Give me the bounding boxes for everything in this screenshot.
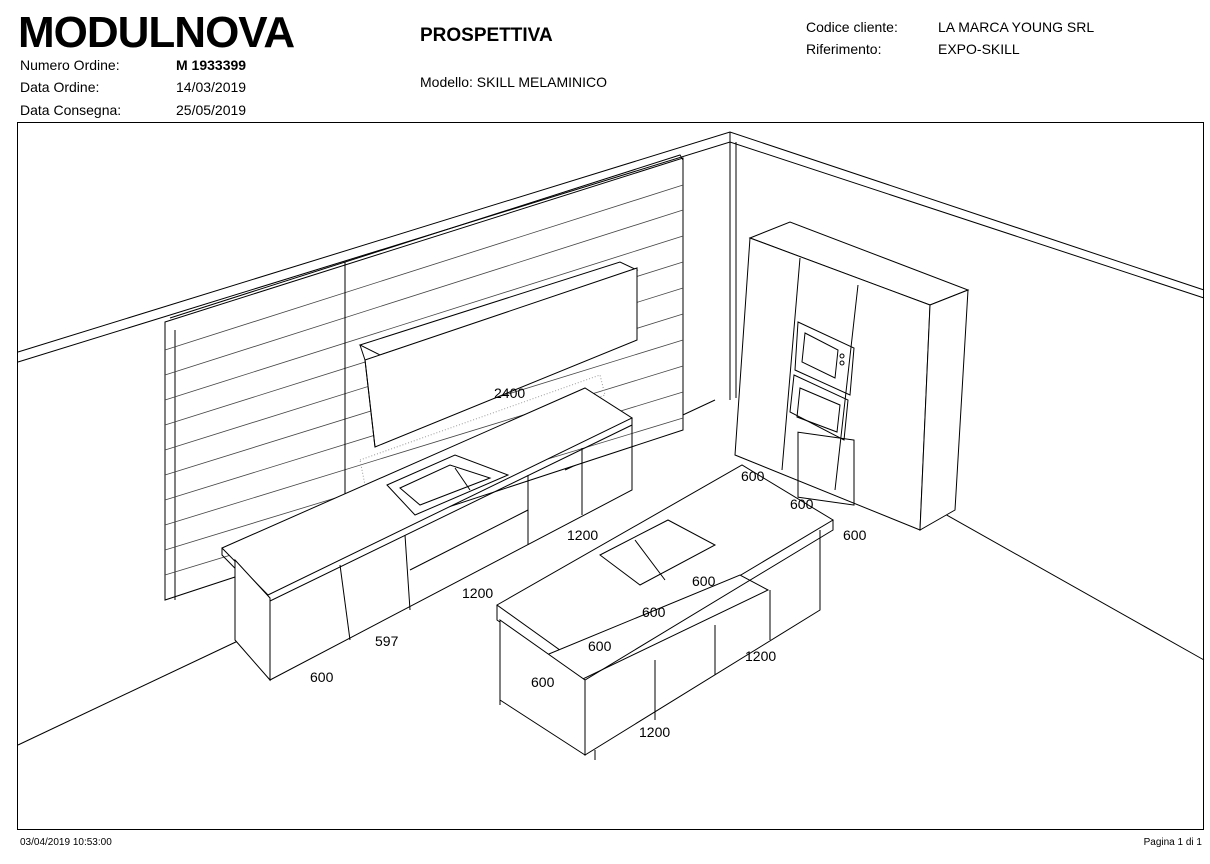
dim-label: 600 (310, 669, 334, 685)
dim-label: 600 (531, 674, 555, 690)
order-number-label: Numero Ordine: (20, 57, 120, 73)
page-indicator: Pagina 1 di 1 (1143, 837, 1202, 848)
dim-label: 1200 (567, 527, 599, 543)
model-name: Modello: SKILL MELAMINICO (420, 74, 607, 90)
dim-label: 600 (692, 573, 716, 589)
print-timestamp: 03/04/2019 10:53:00 (20, 837, 112, 848)
reference-value: EXPO-SKILL (938, 41, 1020, 57)
dim-label: 1200 (462, 585, 494, 601)
dim-label: 2400 (494, 385, 526, 401)
dim-label: 600 (843, 527, 867, 543)
order-date-value: 14/03/2019 (176, 79, 247, 95)
order-number-value: M 1933399 (176, 57, 247, 73)
dim-label: 600 (790, 496, 814, 512)
dim-label: 597 (375, 633, 399, 649)
dim-label: 1200 (745, 648, 777, 664)
delivery-date-label: Data Consegna: (20, 102, 122, 118)
order-date-label: Data Ordine: (20, 79, 100, 95)
document-title: PROSPETTIVA (420, 25, 553, 46)
dim-label: 1200 (639, 724, 671, 740)
client-code-value: LA MARCA YOUNG SRL (938, 19, 1095, 35)
dim-label: 600 (588, 638, 612, 654)
brand-logo: MODULNOVA (18, 8, 295, 57)
reference-label: Riferimento: (806, 41, 882, 57)
dim-label: 600 (642, 604, 666, 620)
dim-label: 600 (741, 468, 765, 484)
client-code-label: Codice cliente: (806, 19, 898, 35)
delivery-date-value: 25/05/2019 (176, 102, 247, 118)
